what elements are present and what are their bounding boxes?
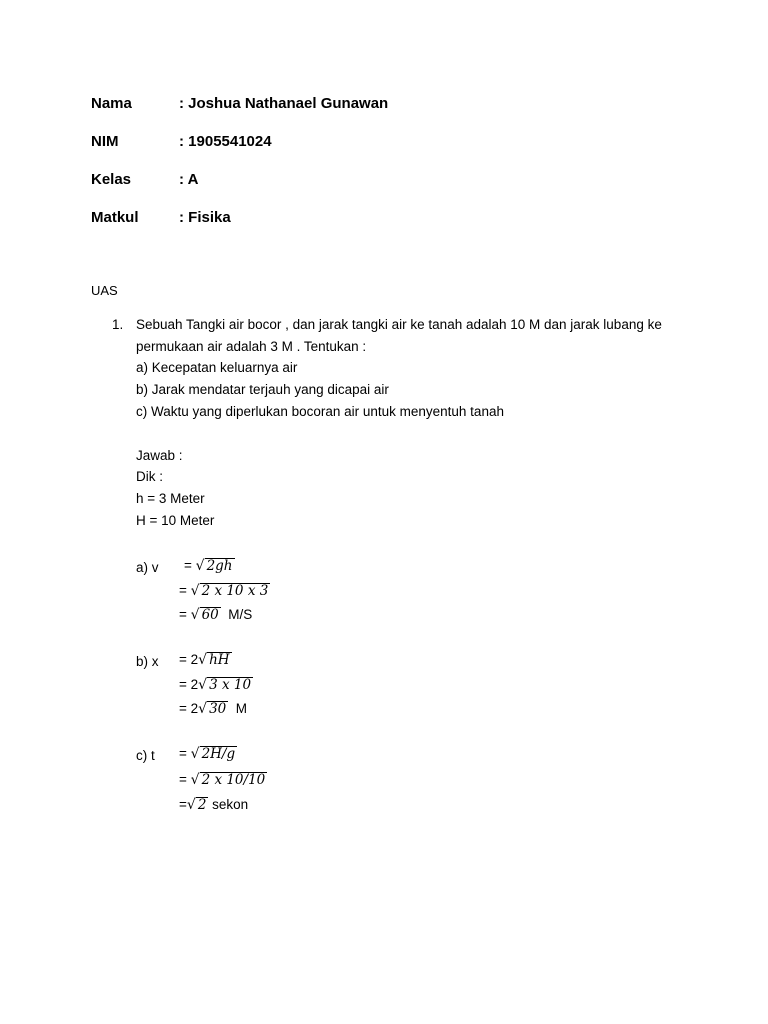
sqrt-icon: √ [190,746,200,762]
answer-a-step: = √ 2 x 10 x 3 [179,583,269,599]
question-part-a: a) Kecepatan keluarnya air [136,360,298,375]
answer-c-step: = √ 2 x 10/10 [179,772,266,788]
nim-label: NIM [91,133,119,150]
answer-c-label: c) t [136,748,155,763]
known-H: H = 10 Meter [136,513,215,528]
answer-a-result: = √ 60 M/S [179,607,253,623]
question-part-b: b) Jarak mendatar terjauh yang dicapai air [136,382,389,397]
sqrt-icon: √ [198,677,208,693]
class-label: Kelas [91,171,132,188]
answer-a-label: a) v [136,560,159,575]
sqrt-icon: √ [186,797,196,813]
answer-b-label: b) x [136,654,159,669]
sqrt-icon: √ [190,583,200,599]
question-line: permukaan air adalah 3 M . Tentukan : [136,339,367,354]
nim-value: : 1905541024 [179,133,272,150]
sqrt-icon: √ [198,652,208,668]
section-title: UAS [91,283,118,298]
known-h: h = 3 Meter [136,491,205,506]
question-line: Sebuah Tangki air bocor , dan jarak tangki air ke tanah adalah 10 M dan jarak lubang ke [136,317,662,332]
class-value: : A [179,171,199,188]
answer-b-result: = 2√ 30 M [179,701,248,717]
answer-heading: Jawab : [136,448,183,463]
question-number: 1. [112,317,124,332]
answer-b-step: = 2√ 3 x 10 [179,677,252,693]
sqrt-icon: √ [195,558,205,574]
answer-c-result: =√ 2 sekon [179,797,249,813]
course-value: : Fisika [179,209,231,226]
answer-a-step: = √ 2gh [184,558,233,574]
answer-b-step: = 2√ hH [179,652,230,668]
course-label: Matkul [91,209,139,226]
sqrt-icon: √ [190,772,200,788]
question-part-c: c) Waktu yang diperlukan bocoran air untuk menyentuh tanah [136,404,504,419]
answer-c-step: = √ 2H/g [179,746,236,762]
name-value: : Joshua Nathanael Gunawan [179,95,389,112]
sqrt-icon: √ [198,701,208,717]
sqrt-icon: √ [190,607,200,623]
name-label: Nama [91,95,132,112]
known-heading: Dik : [136,469,163,484]
